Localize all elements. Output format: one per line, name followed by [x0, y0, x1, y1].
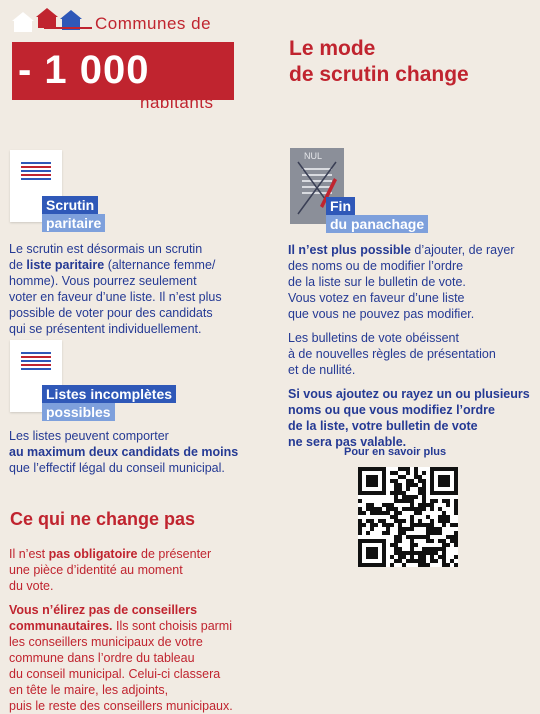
fin-panachage-text: Il n’est plus possible d’ajouter, de rayer des noms ou de modifier l’ordre de la liste sur le bulletin de vote. Vous votez en faveur d’une liste que vous ne pouvez pas modifier. Les bulletins de vote obéissent à de nouvelles règles de présentation et de nullité. Si vous ajoutez ou rayez un ou plusieurs noms ou que vous modifiez l’ordre de la liste, votre bulletin de vote ne sera pas valable. [288, 243, 530, 449]
section-title-unchanged: Ce qui ne change pas [10, 509, 196, 529]
section-tag-listes-incompletes: Listes incomplètes possibles [42, 386, 176, 422]
void-ballot-icon: NUL [290, 148, 344, 224]
header-divider [44, 27, 92, 29]
section-tag-fin-panachage: Fin du panachage [326, 198, 428, 234]
unchanged-text: Il n’est pas obligatoire de présenter une pièce d’identité au moment du vote. Vous n’élirez pas de conseillers communautaires. Ils sont choisis parmi les conseillers municipaux de votre commune dans l’ordre du tableau du conseil municipal. Celui-ci classera en tête le maire, les adjoints, puis le reste des conseillers municipaux. [9, 547, 233, 713]
more-info-label: Pour en savoir plus [344, 446, 447, 458]
listes-incompletes-text: Les listes peuvent comporter au maximum deux candidats de moins que l’effectif légal du conseil municipal. [9, 429, 239, 475]
section-tag-scrutin-paritaire: Scrutin paritaire [42, 197, 105, 233]
header-population: - 1 000 [18, 48, 150, 92]
header-communes-label: Communes de [95, 14, 212, 33]
qr-code[interactable] [358, 467, 458, 567]
house-icon [36, 8, 58, 28]
page-title: Le mode de scrutin change [289, 37, 469, 86]
header-habitants-label: habitants [140, 93, 214, 112]
scrutin-paritaire-text: Le scrutin est désormais un scrutin de liste paritaire (alternance femme/ homme). Vous pourrez seulement voter en faveur d’une liste. Il n’est plus possible de voter pour des candidats qui se présentent individuellement. [9, 242, 222, 336]
house-icon [12, 12, 34, 32]
